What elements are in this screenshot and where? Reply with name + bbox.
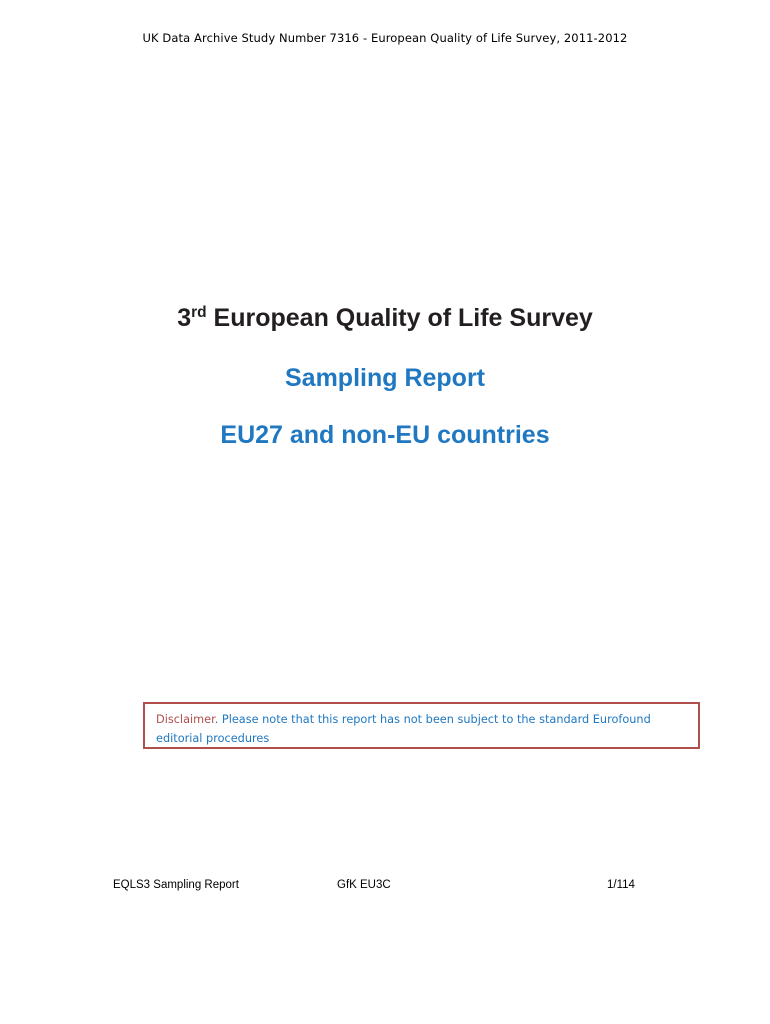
footer-report-name: EQLS3 Sampling Report	[113, 879, 239, 891]
title-number: 3	[177, 304, 192, 332]
disclaimer-label: Disclaimer	[156, 713, 215, 726]
footer-organization: GfK EU3C	[337, 879, 391, 891]
document-title	[0, 304, 770, 333]
subtitle-sampling-report: Sampling Report	[284, 364, 485, 392]
disclaimer-punctuation: .	[214, 713, 219, 726]
archive-header: UK Data Archive Study Number 7316 - European Quality of Life Survey, 2011-2012	[142, 31, 628, 45]
subtitle-countries: EU27 and non-EU countries	[220, 421, 550, 449]
disclaimer-text: Please note that this report has not been subject to the standard Eurofound editorial procedures	[156, 713, 651, 745]
title-ordinal-suffix: rd	[191, 304, 207, 322]
footer-page-number: 1/114	[607, 879, 635, 891]
disclaimer-box	[143, 702, 700, 749]
title-text: European Quality of Life Survey	[206, 304, 593, 332]
